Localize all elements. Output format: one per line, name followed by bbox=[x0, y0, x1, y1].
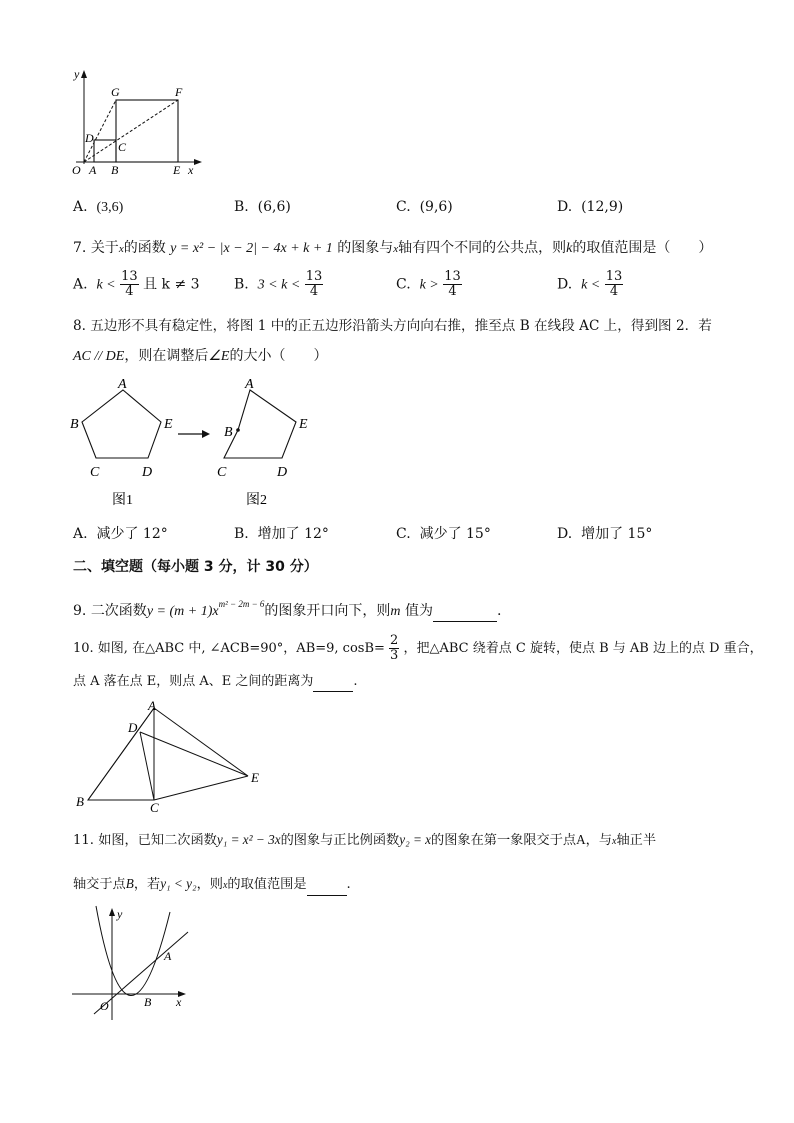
label-x: x bbox=[188, 163, 194, 177]
label-g: G bbox=[111, 85, 120, 99]
seg-a-e bbox=[154, 708, 248, 776]
fig2-caption: 图2 bbox=[246, 493, 267, 508]
y-arrow bbox=[81, 70, 87, 78]
q6-option-a[interactable]: A. (3,6) bbox=[73, 199, 124, 215]
q11-figure bbox=[66, 902, 202, 1026]
q6-option-b[interactable]: B. (6,6) bbox=[234, 199, 291, 215]
q9-answer-blank[interactable] bbox=[433, 605, 497, 622]
fig2-label-e: E bbox=[299, 417, 308, 432]
q10-label-b: B bbox=[76, 794, 84, 809]
parabola-y1 bbox=[96, 906, 170, 996]
q11-label-y: y bbox=[117, 907, 123, 921]
square-abcd bbox=[94, 140, 116, 162]
q6-option-d[interactable]: D. (12,9) bbox=[557, 199, 624, 215]
label-y: y bbox=[74, 67, 80, 81]
label-b: B bbox=[111, 163, 119, 177]
q10-figure bbox=[70, 698, 270, 816]
fig1-label-e: E bbox=[164, 417, 173, 432]
q11-stem-line2: 轴交于点B，若y₁ < y₂，则x的取值范围是 . bbox=[73, 874, 351, 896]
q7-stem: 7. 关于x的函数 y = x² − |x − 2| − 4x + k + 1 的图象与x轴有四个不同的公共点，则k的取值范围是（ ） bbox=[73, 240, 713, 256]
dash-o-f bbox=[84, 100, 178, 162]
label-e: E bbox=[173, 163, 181, 177]
seg-d-c bbox=[140, 732, 154, 800]
label-c: C bbox=[118, 140, 127, 154]
q8-stem-line2: AC // DE，则在调整后∠E的大小（ ） bbox=[73, 348, 328, 364]
x-arrow bbox=[194, 159, 202, 165]
push-arrow-head bbox=[202, 430, 210, 438]
label-d: D bbox=[85, 131, 94, 145]
fig2-point-b bbox=[236, 428, 240, 432]
q10-stem-line1: 10. 如图, 在△ABC 中, ∠ACB=90°，AB=9, cosB= $\frac{2}{3}$ ，把△ABC 绕着点 C 旋转，使点 B 与 AB 边上的点 D 重合， bbox=[73, 633, 763, 663]
q7-option-b[interactable]: B. 3 < k < $\frac{13}{4}$ bbox=[234, 269, 323, 299]
q10-label-d: D bbox=[128, 720, 138, 735]
q11-label-x: x bbox=[176, 995, 182, 1009]
label-f: F bbox=[175, 85, 183, 99]
q8-option-c[interactable]: C. 减少了 15° bbox=[396, 526, 491, 542]
fig2-label-d: D bbox=[277, 465, 288, 480]
fig1-label-c: C bbox=[90, 465, 100, 480]
q8-option-b[interactable]: B. 增加了 12° bbox=[234, 526, 329, 542]
q10-label-c: C bbox=[150, 800, 159, 815]
q11-label-a: A bbox=[164, 949, 172, 963]
q11-label-b: B bbox=[144, 995, 152, 1009]
section-fill-in-title: 二、填空题（每小题 3 分，计 30 分） bbox=[73, 559, 318, 575]
q10-answer-blank[interactable] bbox=[313, 675, 353, 692]
q7-option-d[interactable]: D. k < $\frac{13}{4}$ bbox=[557, 269, 623, 299]
q11-label-o: O bbox=[100, 999, 109, 1013]
q6-option-c[interactable]: C. (9,6) bbox=[396, 199, 453, 215]
fig1-caption: 图1 bbox=[112, 493, 133, 508]
fig2-label-a: A bbox=[245, 377, 254, 392]
q11-y-arrow bbox=[109, 908, 115, 916]
q11-stem-line1: 11. 如图，已知二次函数y₁ = x² − 3x的图象与正比例函数y₂ = x的图象在第一象限交于点A，与x轴正半 bbox=[73, 832, 657, 848]
fig1-label-b: B bbox=[70, 417, 79, 432]
fig2-label-b: B bbox=[224, 425, 233, 440]
label-a: A bbox=[89, 163, 97, 177]
q6-figure bbox=[70, 66, 210, 182]
q10-label-e: E bbox=[251, 770, 259, 785]
q7-option-a[interactable]: A. k < $\frac{13}{4}$ 且 k ≠ 3 bbox=[73, 269, 200, 299]
pentagon-fig2 bbox=[224, 390, 296, 458]
fig1-label-a: A bbox=[118, 377, 127, 392]
q8-option-d[interactable]: D. 增加了 15° bbox=[557, 526, 653, 542]
q10-label-a: A bbox=[148, 698, 156, 713]
label-o: O bbox=[72, 163, 81, 177]
q7-option-c[interactable]: C. k > $\frac{13}{4}$ bbox=[396, 269, 461, 299]
seg-c-e bbox=[154, 776, 248, 800]
q8-figures bbox=[68, 376, 318, 514]
q11-answer-blank[interactable] bbox=[307, 879, 347, 896]
q8-option-a[interactable]: A. 减少了 12° bbox=[73, 526, 168, 542]
fig2-label-c: C bbox=[217, 465, 227, 480]
q9-stem: 9. 二次函数$y = (m + 1)x^{m^2 - 2m - 6}$的图象开口向下，则m 值为 . bbox=[73, 594, 501, 622]
pentagon-fig1 bbox=[82, 390, 161, 458]
fig1-label-d: D bbox=[142, 465, 153, 480]
q8-stem-line1: 8. 五边形不具有稳定性，将图 1 中的正五边形沿箭头方向向右推，推至点 B 在线段 AC 上，得到图 2．若 bbox=[73, 318, 712, 334]
q10-stem-line2: 点 A 落在点 E，则点 A、E 之间的距离为 . bbox=[73, 672, 358, 692]
seg-d-e bbox=[140, 732, 248, 776]
